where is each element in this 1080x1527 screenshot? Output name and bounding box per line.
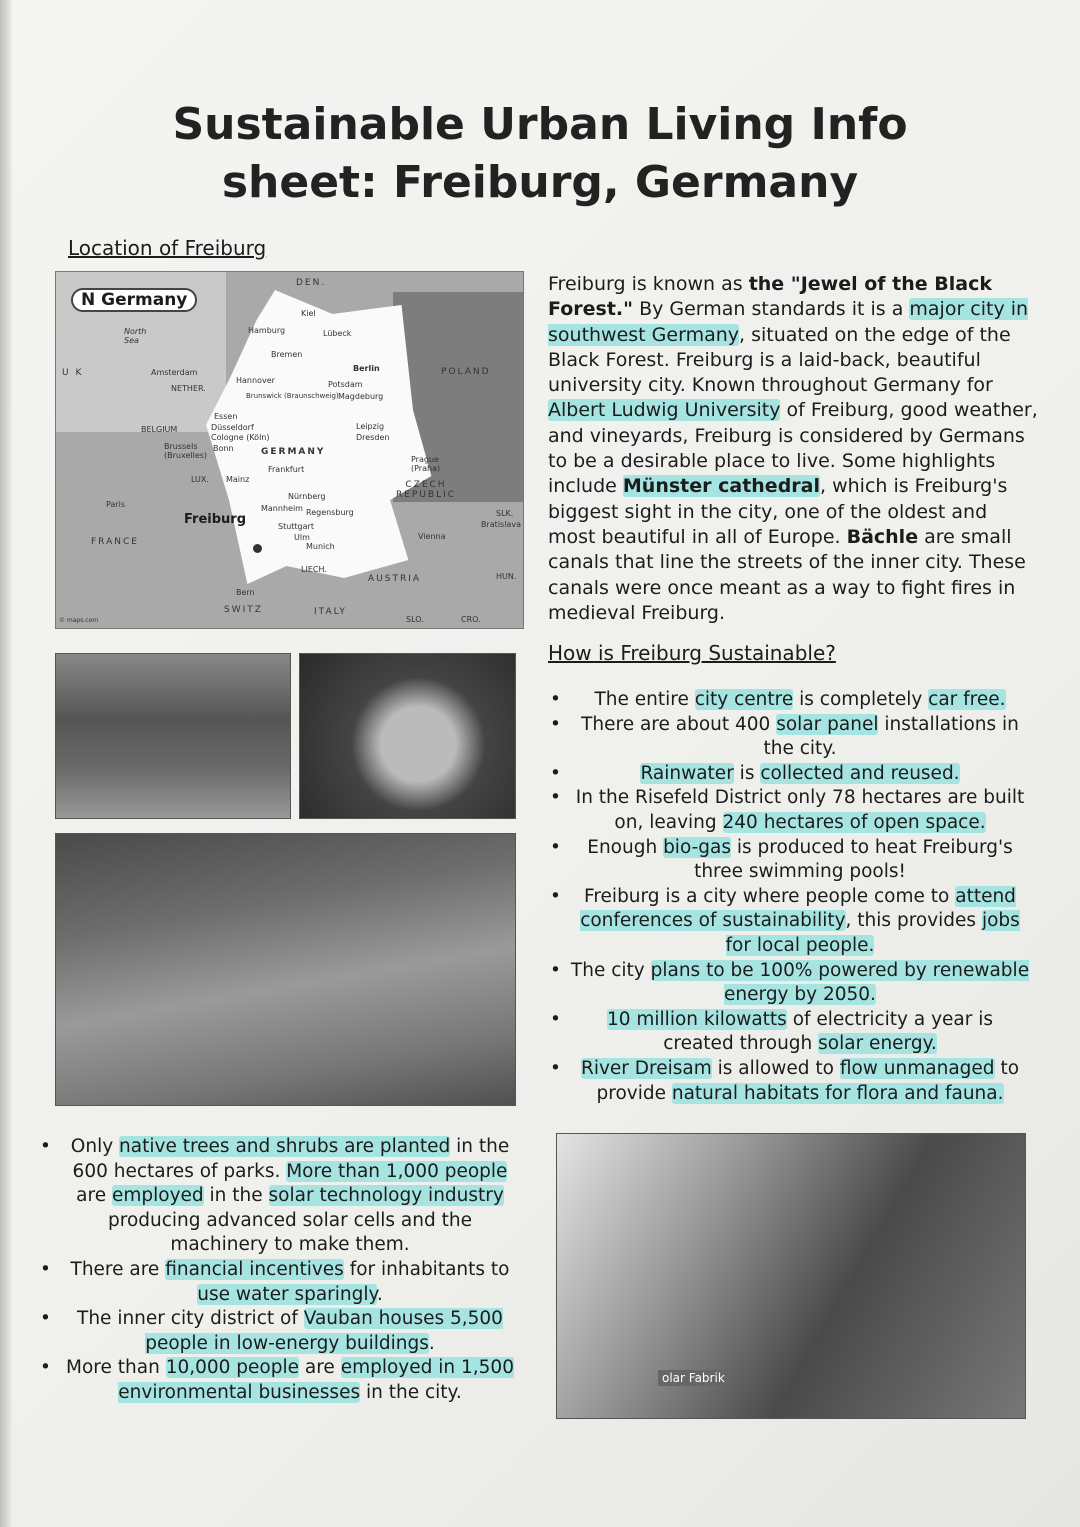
map-label: FRANCE [91,537,139,547]
highlighted-text: employed [111,1185,204,1207]
text-segment: There are [70,1258,166,1280]
map-label: Bonn [213,444,234,453]
bullet-item [570,959,1030,1008]
highlighted-text: Münster cathedral [622,475,820,498]
highlighted-text: flow unmanaged [839,1057,995,1079]
map-label: Potsdam [328,380,363,389]
text-segment: in the 600 hectares of parks. [72,1136,510,1182]
map-label: Hannover [236,376,275,385]
map-label: Bratislava [481,520,521,529]
map-label: Düsseldorf [211,423,254,432]
text-segment: are small canals that line the streets of the inner city. These canals were once meant as a way to fight fires in medieval Freiburg. [548,525,1026,624]
bullet-item [60,1307,520,1356]
text-segment: of electricity a year is created through [663,1008,994,1055]
text-segment: , which is Freiburg's biggest sight in the city, one of the oldest and most beautiful in all of Europe. [548,475,1008,548]
bullet-item [570,688,1030,713]
map-label: GERMANY [261,447,326,457]
text-segment: Freiburg is known as [548,273,749,295]
north-icon: N [81,290,96,310]
map-label: Brunswick (Braunschweig) [246,392,339,400]
text-segment: are [76,1185,112,1207]
highlighted-text: 240 hectares of open space. [722,811,986,833]
intro-paragraph [548,272,1038,626]
map-label: Kiel [301,309,316,318]
solar-fabrik-sign: olar Fabrik [658,1370,729,1386]
text-segment: In the Risefeld District only 78 hectares are built on, leaving [575,787,1025,833]
text-segment: producing advanced solar cells and the machinery to make them. [108,1209,472,1256]
map-label: Berlin [353,364,380,373]
highlighted-text: 10,000 people [165,1357,300,1379]
photo-solar-fabrik-building [556,1133,1026,1419]
bullet-item [570,713,1030,762]
text-segment: Freiburg is a city where people come to [584,885,956,907]
highlighted-text: Vauban houses 5,500 people in low-energy buildings [145,1308,503,1354]
location-heading: Location of Freiburg [68,236,267,260]
text-segment: is produced to heat Freiburg's three swimming pools! [694,836,1013,883]
map-label: Paris [106,500,126,509]
highlighted-text: Albert Ludwig University [548,399,781,422]
map-label: Mainz [226,475,250,484]
map-label: Cologne (Köln) [211,433,270,442]
map-label: Munich [306,542,335,551]
map-label: Brussels (Bruxelles) [164,442,208,460]
bullet-item [570,885,1030,959]
map-label: CZECH REPUBLIC [395,480,457,500]
highlighted-text: use water sparingly [197,1283,377,1305]
bullet-item [570,762,1030,787]
photo-vauban-solar-settlement [55,833,516,1106]
text-segment: installations in the city. [763,713,1019,760]
map-label: Stuttgart [278,522,314,531]
photo-old-town-street [55,653,291,819]
bullet-item [570,836,1030,885]
text-segment: , this provides [845,910,982,932]
bullet-item [570,1008,1030,1057]
photo-heliotrope-solar-house [299,653,516,819]
map-label: LIECH. [301,565,327,574]
map-label: POLAND [441,367,491,377]
highlighted-text: jobs for local people. [725,910,1020,956]
text-segment: of Freiburg, good weather, and vineyards, Freiburg is considered by Germans to be a desirable place to live. Some highlights include [548,399,1038,498]
map-label: Bremen [271,350,303,359]
map-label: Nürnberg [288,492,326,501]
highlighted-text: native trees and shrubs are planted [119,1136,451,1157]
map-label: SLK. [496,509,514,518]
highlighted-text: solar technology industry [268,1185,504,1207]
bullet-item [60,1135,520,1258]
highlighted-text: attend conferences of sustainability [580,885,1016,932]
text-segment: the "Jewel of the Black Forest." [548,273,992,321]
map-label: Bern [236,588,255,597]
highlighted-text: major city in southwest Germany [548,298,1029,346]
map-label: North Sea [124,327,147,345]
highlighted-text: bio-gas [663,836,732,858]
text-segment: More than [66,1357,166,1379]
map-label: U K [62,368,84,378]
highlighted-text: solar panel [776,713,879,735]
text-segment: , situated on the edge of the Black Forest. Freiburg is a laid-back, beautiful university city. Known throughout Germany for [548,323,1011,397]
left-bullet-list [60,1135,520,1406]
map-title-text: Germany [101,290,188,310]
bullet-item [570,1057,1030,1106]
map-label: Prague (Praha) [411,455,441,473]
map-label: Regensburg [306,508,354,517]
map-label: CRO. [461,615,481,624]
text-segment: . [376,1283,383,1305]
map-label: Essen [214,412,238,421]
map-label: Amsterdam [151,368,198,377]
map-label: Mannheim [261,504,303,513]
map-label: HUN. [496,572,517,581]
right-bullet-list [570,688,1030,1106]
text-segment: The entire [594,689,695,710]
text-segment: in the [203,1185,269,1207]
text-segment: for inhabitants to [343,1258,510,1280]
map-label: Ulm [294,533,310,542]
text-segment: is allowed to [711,1057,840,1079]
map-label: Lübeck [323,329,352,338]
text-segment: By German standards it is a [633,298,910,321]
map-label: SWITZ [224,605,263,615]
text-segment: Enough [587,836,664,858]
text-segment: is completely [793,689,929,710]
text-segment: The city [570,959,651,981]
map-label: Dresden [356,433,390,442]
highlighted-text: financial incentives [165,1258,344,1280]
bullet-item [60,1258,520,1307]
map-label: DEN. [296,278,327,288]
text-segment: in the city. [360,1381,462,1403]
highlighted-text: collected and reused. [760,762,960,784]
map-credit: © maps.com [59,617,99,624]
map-label: SLO. [406,615,424,624]
highlighted-text: River Dreisam [580,1057,712,1079]
text-segment: . [428,1332,435,1354]
bullet-item [570,786,1030,835]
map-label: AUSTRIA [368,574,422,584]
text-segment: Only [70,1136,120,1157]
sustainable-heading: How is Freiburg Sustainable? [548,641,836,665]
map-label: Leipzig [356,422,385,431]
map-label: BELGIUM [141,425,178,434]
map-label: Vienna [418,532,446,541]
map-label: Hamburg [248,326,286,335]
highlighted-text: solar energy. [818,1033,937,1055]
highlighted-text: plans to be 100% powered by renewable energy by 2050. [650,959,1030,1006]
page-title: Sustainable Urban Living Info sheet: Freiburg, Germany [172,99,908,208]
highlighted-text: car free. [928,689,1006,710]
bullet-item [60,1356,520,1405]
germany-map [55,271,524,629]
highlighted-text: Rainwater [640,762,734,784]
text-segment: are [299,1357,341,1379]
text-segment: The inner city district of [77,1308,304,1330]
highlighted-text: natural habitats for flora and fauna. [671,1082,1004,1104]
highlighted-text: employed in 1,500 environmental businesses [118,1357,514,1403]
map-label: Frankfurt [268,465,305,474]
text-segment: There are about 400 [581,713,777,735]
map-label: ITALY [314,607,347,617]
text-segment: Bächle [846,525,919,548]
map-label: Magdeburg [338,392,384,401]
highlighted-text: 10 million kilowatts [606,1008,787,1030]
map-title [71,288,197,312]
highlighted-text: More than 1,000 people [286,1160,508,1182]
map-label: NETHER. [171,384,206,393]
freiburg-marker-icon [253,544,262,553]
text-segment: to provide [596,1057,1020,1104]
page-edge-shadow [0,0,12,1527]
map-label: LUX. [191,475,209,484]
text-segment: is [733,762,761,784]
highlighted-text: city centre [694,689,794,710]
map-freiburg-label: Freiburg [184,512,247,527]
